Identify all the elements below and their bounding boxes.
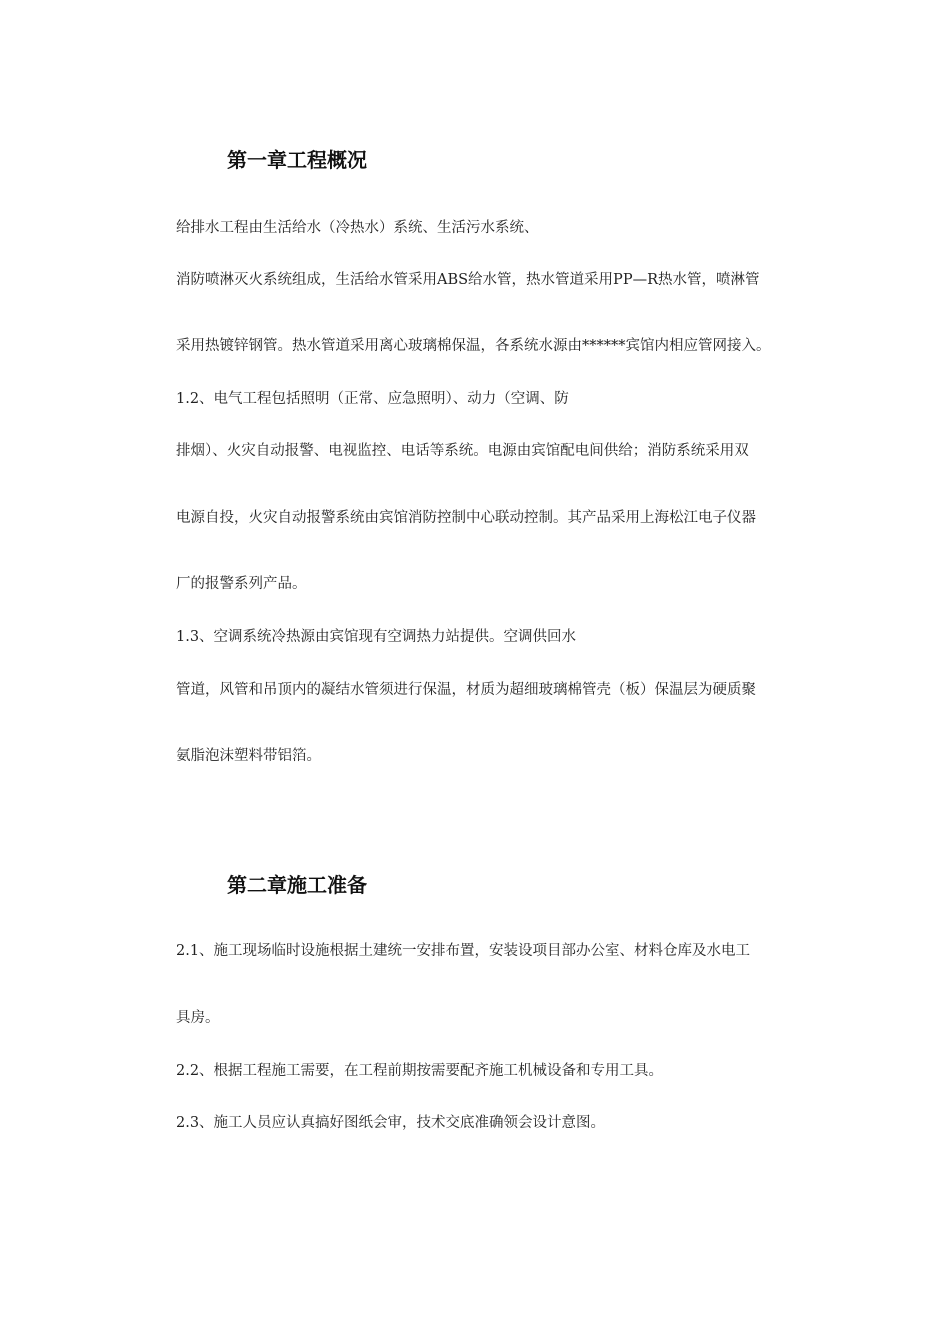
chapter-1-line-6: 电源自投，火灾自动报警系统由宾馆消防控制中心联动控制。其产品采用上海松江电子仪器 xyxy=(176,510,756,526)
chapter-1-line-3: 采用热镀锌钢管。热水管道采用离心玻璃棉保温，各系统水源由******宾馆内相应管网接入。 xyxy=(176,338,771,354)
chapter-2-line-2: 具房。 xyxy=(176,1010,220,1026)
chapter-1-line-7: 厂的报警系列产品。 xyxy=(176,576,307,592)
chapter-2-line-3: 2.2、根据工程施工需要，在工程前期按需要配齐施工机械设备和专用工具。 xyxy=(176,1063,664,1079)
chapter-1-line-1: 给排水工程由生活给水（冷热水）系统、生活污水系统、 xyxy=(176,220,539,236)
chapter-1-line-9: 管道，风管和吊顶内的凝结水管须进行保温，材质为超细玻璃棉管壳（板）保温层为硬质聚 xyxy=(176,682,756,698)
chapter-1-line-4: 1.2、电气工程包括照明（正常、应急照明）、动力（空调、防 xyxy=(176,391,569,407)
chapter-1-line-2: 消防喷淋灭火系统组成，生活给水管采用ABS给水管，热水管道采用PP—R热水管，喷淋管 xyxy=(176,272,760,288)
chapter-2-heading: 第二章施工准备 xyxy=(227,873,367,897)
chapter-2-line-1: 2.1、施工现场临时设施根据土建统一安排布置，安装设项目部办公室、材料仓库及水电工 xyxy=(176,943,751,959)
chapter-1-line-10: 氨脂泡沫塑料带铝箔。 xyxy=(176,748,321,764)
chapter-1-heading: 第一章工程概况 xyxy=(227,148,367,172)
chapter-2-line-4: 2.3、施工人员应认真搞好图纸会审，技术交底准确领会设计意图。 xyxy=(176,1115,606,1131)
chapter-1-line-5: 排烟）、火灾自动报警、电视监控、电话等系统。电源由宾馆配电间供给；消防系统采用双 xyxy=(176,443,749,459)
chapter-1-line-8: 1.3、空调系统冷热源由宾馆现有空调热力站提供。空调供回水 xyxy=(176,629,577,645)
